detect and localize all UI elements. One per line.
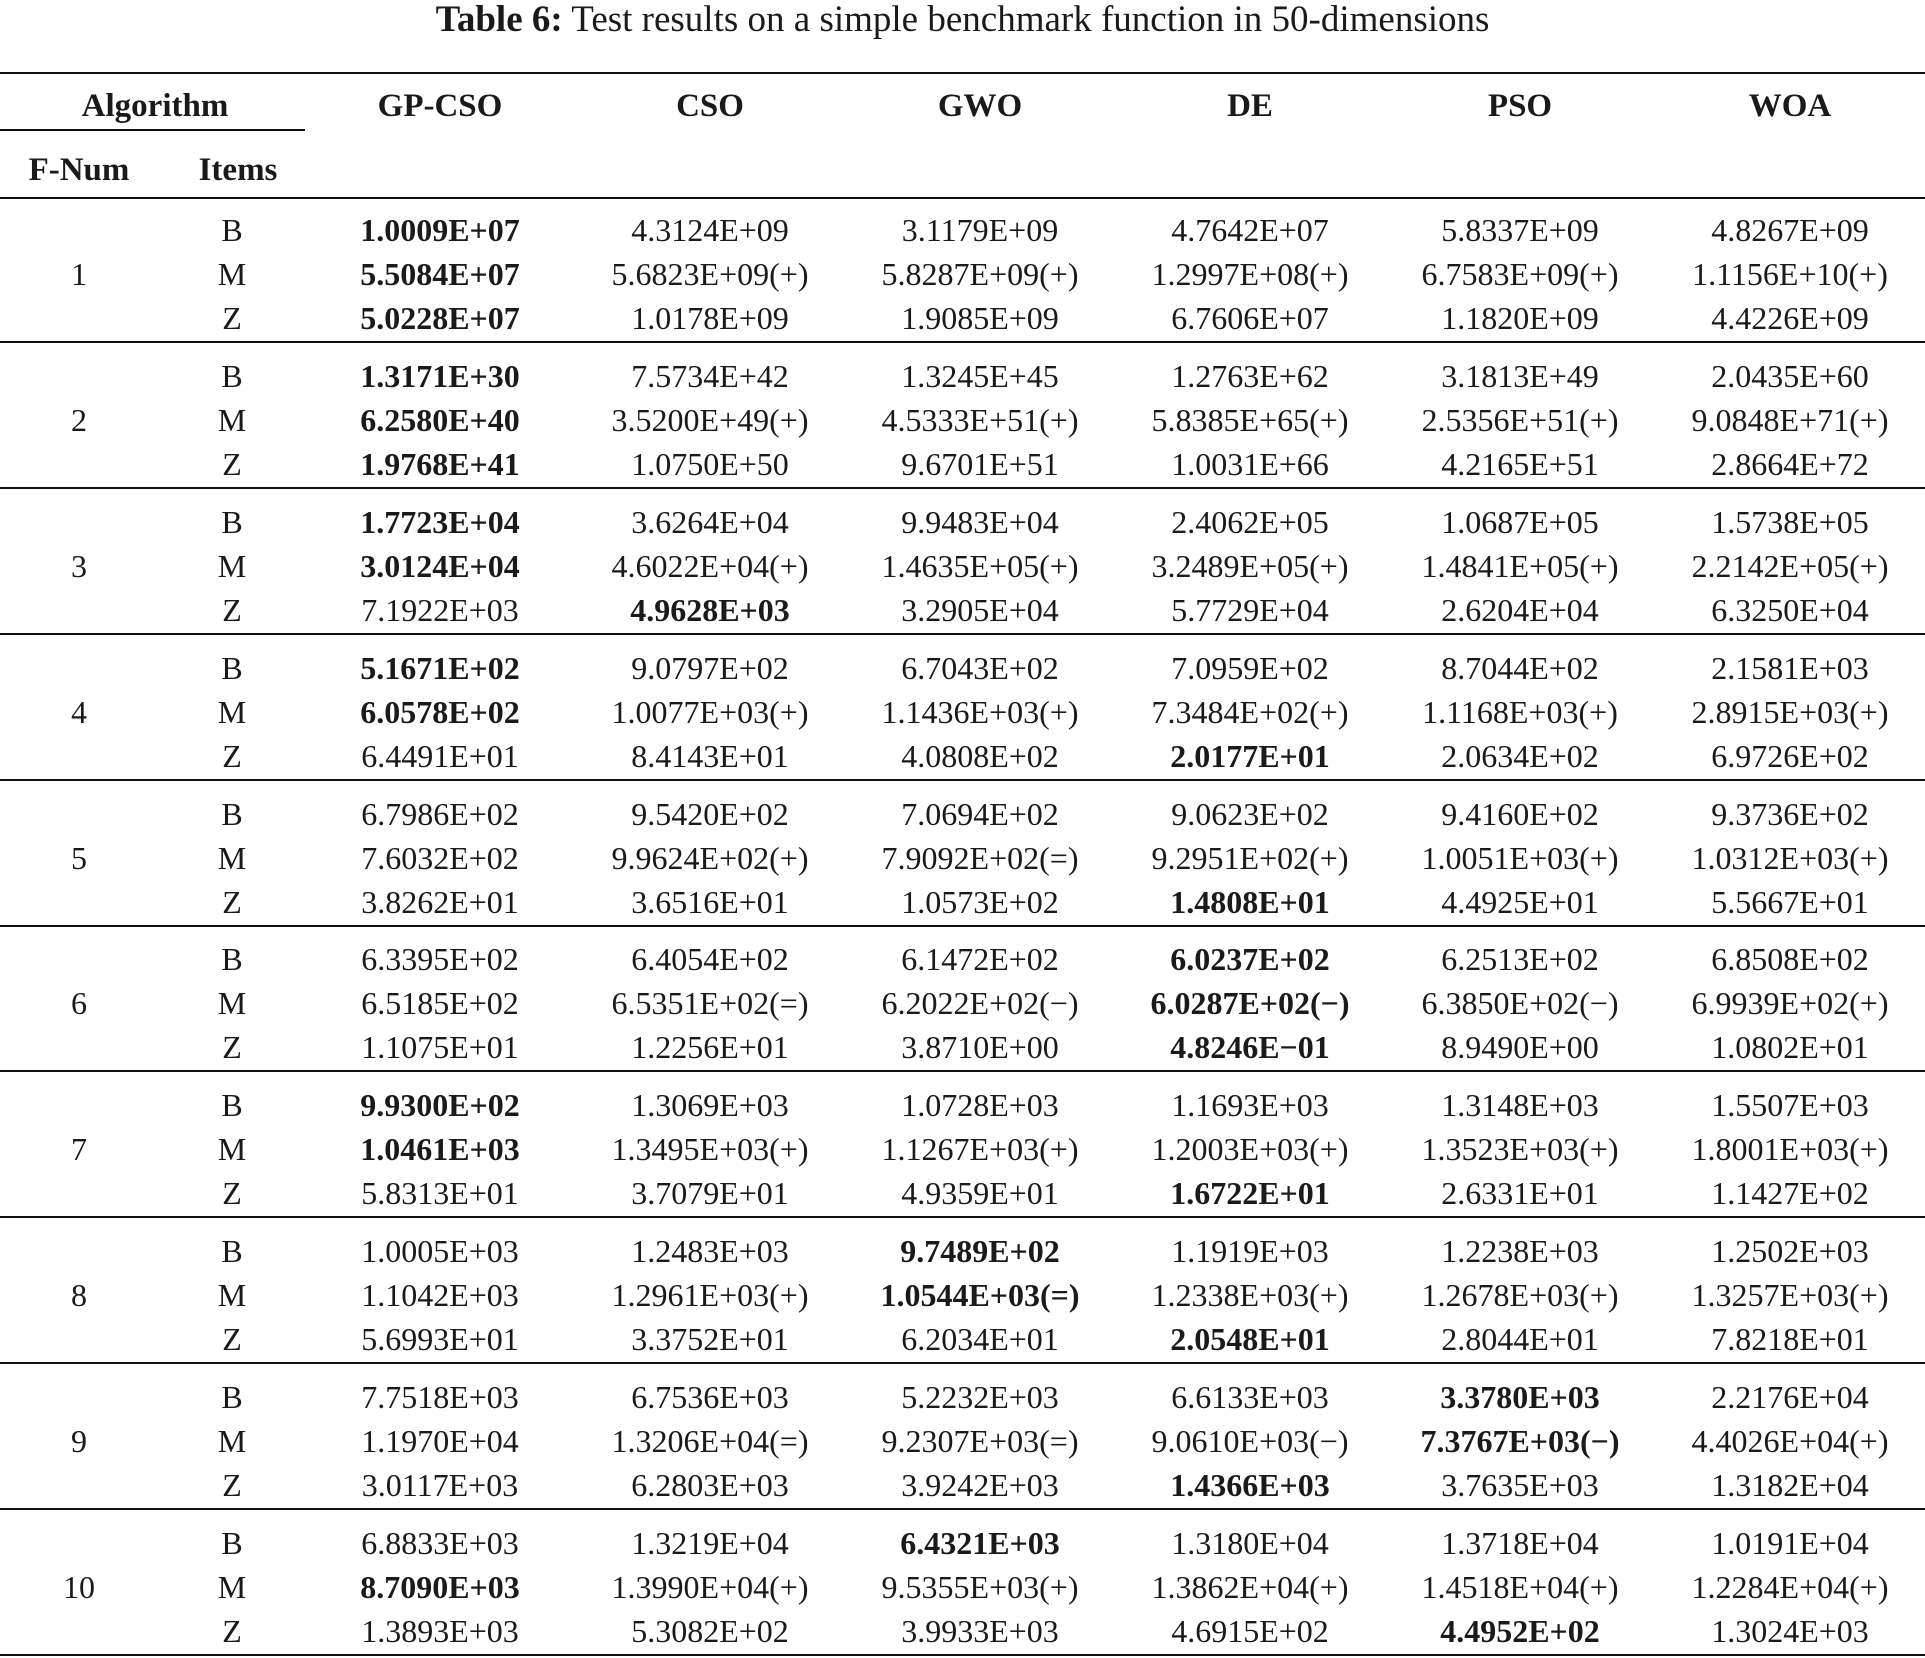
table-cell: 6.7583E+09(+) <box>1421 256 1619 292</box>
table-cell: 3.0117E+03 <box>361 1467 519 1503</box>
table-cell: 3.5200E+49(+) <box>611 402 809 438</box>
table-cell: 6.9939E+02(+) <box>1691 985 1889 1021</box>
table-cell: 3.0124E+04 <box>360 548 520 584</box>
table-cell: 9.2951E+02(+) <box>1151 840 1349 876</box>
table-cell: 6.0287E+02(−) <box>1150 985 1350 1021</box>
table-cell: 1.0031E+66 <box>1171 446 1329 482</box>
table-cell: 2.2176E+04 <box>1711 1379 1869 1415</box>
table-cell: 1.3024E+03 <box>1711 1613 1869 1649</box>
item-label: M <box>217 1423 247 1459</box>
table-cell: 1.0544E+03(=) <box>880 1277 1080 1313</box>
table-cell: 4.6022E+04(+) <box>611 548 809 584</box>
table-cell: 1.3257E+03(+) <box>1691 1277 1889 1313</box>
table-cell: 1.3182E+04 <box>1711 1467 1869 1503</box>
table-cell: 1.3495E+03(+) <box>611 1131 809 1167</box>
item-label: Z <box>222 300 242 336</box>
table-cell: 1.8001E+03(+) <box>1691 1131 1889 1167</box>
table-cell: 1.0178E+09 <box>631 300 789 336</box>
table-cell: 7.6032E+02 <box>361 840 519 876</box>
header-algo-woa: WOA <box>1748 88 1832 124</box>
item-label: M <box>217 1131 247 1167</box>
table-cell: 1.0461E+03 <box>360 1131 520 1167</box>
header-bottom-rule <box>0 197 1925 199</box>
table-cell: 7.1922E+03 <box>361 592 519 628</box>
item-label: B <box>221 1379 243 1415</box>
table-cell: 2.2142E+05(+) <box>1691 548 1889 584</box>
table-cell: 6.0237E+02 <box>1170 941 1330 977</box>
header-items: Items <box>198 152 278 188</box>
item-label: Z <box>222 1467 242 1503</box>
table-cell: 1.2256E+01 <box>631 1029 789 1065</box>
caption-label: Table 6: <box>435 0 563 40</box>
table-cell: 7.7518E+03 <box>361 1379 519 1415</box>
caption-text: Test results on a simple benchmark function in 50-dimensions <box>571 0 1490 40</box>
table-cell: 1.0802E+01 <box>1711 1029 1869 1065</box>
group-rule <box>0 925 1925 927</box>
table-cell: 1.3718E+04 <box>1441 1525 1599 1561</box>
table-cell: 9.5420E+02 <box>631 796 789 832</box>
item-label: M <box>217 840 247 876</box>
table-cell: 6.2034E+01 <box>901 1321 1059 1357</box>
table-cell: 2.6204E+04 <box>1441 592 1599 628</box>
table-cell: 6.5351E+02(=) <box>611 985 809 1021</box>
table-cell: 2.0177E+01 <box>1170 738 1330 774</box>
table-cell: 1.3148E+03 <box>1441 1087 1599 1123</box>
table-cell: 2.8915E+03(+) <box>1691 694 1889 730</box>
table-cell: 1.2763E+62 <box>1171 358 1329 394</box>
table-cell: 1.3862E+04(+) <box>1151 1569 1349 1605</box>
table-cell: 6.9726E+02 <box>1711 738 1869 774</box>
item-label: B <box>221 504 243 540</box>
table-cell: 1.9085E+09 <box>901 300 1059 336</box>
table-cell: 1.2003E+03(+) <box>1151 1131 1349 1167</box>
table-cell: 7.5734E+42 <box>631 358 789 394</box>
item-label: Z <box>222 884 242 920</box>
item-label: B <box>221 941 243 977</box>
fnum-label: 6 <box>71 985 87 1021</box>
table-cell: 5.8337E+09 <box>1441 212 1599 248</box>
table-cell: 1.3180E+04 <box>1171 1525 1329 1561</box>
item-label: B <box>221 212 243 248</box>
table-cell: 1.1427E+02 <box>1711 1175 1869 1211</box>
table-cell: 1.0005E+03 <box>361 1233 519 1269</box>
header-algo-gwo: GWO <box>937 88 1023 124</box>
fnum-label: 3 <box>71 548 87 584</box>
table-cell: 9.9483E+04 <box>901 504 1059 540</box>
table-cell: 8.7090E+03 <box>360 1569 520 1605</box>
item-label: B <box>221 650 243 686</box>
table-cell: 5.3082E+02 <box>631 1613 789 1649</box>
table-cell: 9.0797E+02 <box>631 650 789 686</box>
table-cell: 2.5356E+51(+) <box>1421 402 1619 438</box>
table-cell: 6.1472E+02 <box>901 941 1059 977</box>
table-cell: 1.0573E+02 <box>901 884 1059 920</box>
table-cell: 1.2238E+03 <box>1441 1233 1599 1269</box>
table-cell: 9.9624E+02(+) <box>611 840 809 876</box>
table-cell: 4.2165E+51 <box>1441 446 1599 482</box>
table-cell: 1.3523E+03(+) <box>1421 1131 1619 1167</box>
table-cell: 6.3250E+04 <box>1711 592 1869 628</box>
table-cell: 6.7043E+02 <box>901 650 1059 686</box>
item-label: Z <box>222 1175 242 1211</box>
item-label: M <box>217 694 247 730</box>
group-rule <box>0 1216 1925 1218</box>
item-label: B <box>221 358 243 394</box>
table-cell: 1.0312E+03(+) <box>1691 840 1889 876</box>
header-algorithm: Algorithm <box>81 88 229 124</box>
header-fnum: F-Num <box>28 152 130 188</box>
item-label: B <box>221 1087 243 1123</box>
table-cell: 1.1970E+04 <box>361 1423 519 1459</box>
table-cell: 5.5084E+07 <box>360 256 520 292</box>
table-cell: 5.2232E+03 <box>901 1379 1059 1415</box>
table-cell: 3.1179E+09 <box>901 212 1059 248</box>
table-cell: 3.9933E+03 <box>901 1613 1059 1649</box>
table-cell: 9.7489E+02 <box>900 1233 1060 1269</box>
table-cell: 9.3736E+02 <box>1711 796 1869 832</box>
header-algo-cso: CSO <box>676 88 744 124</box>
group-rule <box>0 633 1925 635</box>
table-cell: 5.7729E+04 <box>1171 592 1329 628</box>
item-label: Z <box>222 446 242 482</box>
table-cell: 6.3395E+02 <box>361 941 519 977</box>
item-label: M <box>217 985 247 1021</box>
table-cell: 2.1581E+03 <box>1711 650 1869 686</box>
table-cell: 1.1820E+09 <box>1441 300 1599 336</box>
table-cell: 3.7635E+03 <box>1441 1467 1599 1503</box>
fnum-label: 2 <box>71 402 87 438</box>
table-cell: 4.9628E+03 <box>630 592 790 628</box>
algorithm-underline <box>0 129 305 131</box>
table-cell: 1.2502E+03 <box>1711 1233 1869 1269</box>
item-label: Z <box>222 1029 242 1065</box>
table-cell: 4.3124E+09 <box>631 212 789 248</box>
table-cell: 6.2580E+40 <box>360 402 520 438</box>
table-cell: 4.4925E+01 <box>1441 884 1599 920</box>
table-cell: 6.7606E+07 <box>1171 300 1329 336</box>
table-cell: 1.0728E+03 <box>901 1087 1059 1123</box>
table-cell: 5.6993E+01 <box>361 1321 519 1357</box>
table-cell: 3.6264E+04 <box>631 504 789 540</box>
table-cell: 6.4054E+02 <box>631 941 789 977</box>
table-cell: 5.1671E+02 <box>360 650 520 686</box>
table-cell: 1.1168E+03(+) <box>1422 694 1618 730</box>
table-cell: 1.4635E+05(+) <box>881 548 1079 584</box>
table-cell: 1.3206E+04(=) <box>611 1423 809 1459</box>
table-cell: 1.3219E+04 <box>631 1525 789 1561</box>
table-cell: 1.2678E+03(+) <box>1421 1277 1619 1313</box>
group-rule <box>0 1654 1925 1656</box>
table-cell: 6.7536E+03 <box>631 1379 789 1415</box>
item-label: M <box>217 1277 247 1313</box>
table-cell: 1.4518E+04(+) <box>1421 1569 1619 1605</box>
table-cell: 1.3893E+03 <box>361 1613 519 1649</box>
table-cell: 1.6722E+01 <box>1170 1175 1330 1211</box>
table-cell: 4.4952E+02 <box>1440 1613 1600 1649</box>
table-cell: 1.1693E+03 <box>1171 1087 1329 1123</box>
item-label: Z <box>222 592 242 628</box>
table-cell: 6.2803E+03 <box>631 1467 789 1503</box>
table-cell: 6.4491E+01 <box>361 738 519 774</box>
table-cell: 1.0191E+04 <box>1711 1525 1869 1561</box>
fnum-label: 5 <box>71 840 87 876</box>
table-cell: 2.0435E+60 <box>1711 358 1869 394</box>
table-cell: 4.5333E+51(+) <box>881 402 1079 438</box>
item-label: M <box>217 402 247 438</box>
fnum-label: 8 <box>71 1277 87 1313</box>
header-algo-gp-cso: GP-CSO <box>377 88 503 124</box>
table-cell: 1.3990E+04(+) <box>611 1569 809 1605</box>
table-cell: 6.0578E+02 <box>360 694 520 730</box>
table-cell: 1.2961E+03(+) <box>611 1277 809 1313</box>
table-cell: 4.8246E−01 <box>1170 1029 1330 1065</box>
item-label: Z <box>222 1613 242 1649</box>
table-cell: 3.7079E+01 <box>631 1175 789 1211</box>
group-rule <box>0 779 1925 781</box>
table-cell: 7.3484E+02(+) <box>1151 694 1349 730</box>
table-cell: 1.3245E+45 <box>901 358 1059 394</box>
table-cell: 1.2338E+03(+) <box>1151 1277 1349 1313</box>
table-cell: 5.5667E+01 <box>1711 884 1869 920</box>
table-cell: 9.2307E+03(=) <box>881 1423 1079 1459</box>
item-label: Z <box>222 1321 242 1357</box>
table-cell: 3.9242E+03 <box>901 1467 1059 1503</box>
table-cell: 8.4143E+01 <box>631 738 789 774</box>
table-cell: 6.4321E+03 <box>900 1525 1060 1561</box>
table-cell: 4.9359E+01 <box>901 1175 1059 1211</box>
item-label: B <box>221 1233 243 1269</box>
table-cell: 9.6701E+51 <box>901 446 1059 482</box>
group-rule <box>0 1070 1925 1072</box>
table-cell: 2.0548E+01 <box>1170 1321 1330 1357</box>
table-cell: 5.8385E+65(+) <box>1151 402 1349 438</box>
table-cell: 6.8833E+03 <box>361 1525 519 1561</box>
table-cell: 1.3171E+30 <box>360 358 520 394</box>
group-rule <box>0 487 1925 489</box>
table-cell: 1.4841E+05(+) <box>1421 548 1619 584</box>
header-algo-pso: PSO <box>1487 88 1553 124</box>
table-cell: 1.3069E+03 <box>631 1087 789 1123</box>
table-cell: 1.1919E+03 <box>1171 1233 1329 1269</box>
table-cell: 6.2513E+02 <box>1441 941 1599 977</box>
table-cell: 3.8262E+01 <box>361 884 519 920</box>
table-cell: 3.6516E+01 <box>631 884 789 920</box>
top-rule <box>0 72 1925 74</box>
table-cell: 1.0051E+03(+) <box>1421 840 1619 876</box>
table-cell: 3.3780E+03 <box>1440 1379 1600 1415</box>
table-cell: 1.9768E+41 <box>360 446 520 482</box>
table-cell: 7.0959E+02 <box>1171 650 1329 686</box>
table-cell: 5.6823E+09(+) <box>611 256 809 292</box>
table-cell: 9.0848E+71(+) <box>1691 402 1889 438</box>
table-cell: 3.8710E+00 <box>901 1029 1059 1065</box>
table-cell: 2.0634E+02 <box>1441 738 1599 774</box>
table-cell: 1.2997E+08(+) <box>1151 256 1349 292</box>
item-label: B <box>221 1525 243 1561</box>
table-cell: 5.0228E+07 <box>360 300 520 336</box>
table-cell: 3.2489E+05(+) <box>1151 548 1349 584</box>
table-cell: 4.8267E+09 <box>1711 212 1869 248</box>
table-cell: 6.5185E+02 <box>361 985 519 1021</box>
table-cell: 9.5355E+03(+) <box>881 1569 1079 1605</box>
group-rule <box>0 1362 1925 1364</box>
table-cell: 1.0750E+50 <box>631 446 789 482</box>
table-cell: 3.2905E+04 <box>901 592 1059 628</box>
fnum-label: 4 <box>71 694 87 730</box>
table-cell: 7.3767E+03(−) <box>1420 1423 1620 1459</box>
table-cell: 8.7044E+02 <box>1441 650 1599 686</box>
table-cell: 4.0808E+02 <box>901 738 1059 774</box>
table-cell: 9.9300E+02 <box>360 1087 520 1123</box>
table-cell: 1.7723E+04 <box>360 504 520 540</box>
table-cell: 7.8218E+01 <box>1711 1321 1869 1357</box>
table-cell: 5.8287E+09(+) <box>881 256 1079 292</box>
fnum-label: 1 <box>71 256 87 292</box>
fnum-label: 7 <box>71 1131 87 1167</box>
group-rule <box>0 1508 1925 1510</box>
table-cell: 1.1156E+10(+) <box>1692 256 1888 292</box>
table-cell: 1.1075E+01 <box>361 1029 519 1065</box>
table-cell: 6.6133E+03 <box>1171 1379 1329 1415</box>
table-cell: 3.1813E+49 <box>1441 358 1599 394</box>
table-cell: 1.4366E+03 <box>1170 1467 1330 1503</box>
table-cell: 6.3850E+02(−) <box>1421 985 1619 1021</box>
table-cell: 4.7642E+07 <box>1171 212 1329 248</box>
table-cell: 1.5507E+03 <box>1711 1087 1869 1123</box>
table-cell: 6.2022E+02(−) <box>881 985 1079 1021</box>
table-cell: 7.9092E+02(=) <box>881 840 1079 876</box>
table-cell: 4.4226E+09 <box>1711 300 1869 336</box>
table-cell: 1.0687E+05 <box>1441 504 1599 540</box>
table-cell: 4.4026E+04(+) <box>1691 1423 1889 1459</box>
table-cell: 3.3752E+01 <box>631 1321 789 1357</box>
table-cell: 1.5738E+05 <box>1711 504 1869 540</box>
table-cell: 1.0009E+07 <box>360 212 520 248</box>
table-cell: 1.1267E+03(+) <box>881 1131 1079 1167</box>
table-cell: 2.6331E+01 <box>1441 1175 1599 1211</box>
item-label: M <box>217 548 247 584</box>
group-rule <box>0 341 1925 343</box>
table-cell: 9.0610E+03(−) <box>1151 1423 1349 1459</box>
item-label: B <box>221 796 243 832</box>
table-cell: 7.0694E+02 <box>901 796 1059 832</box>
table-cell: 8.9490E+00 <box>1441 1029 1599 1065</box>
item-label: M <box>217 256 247 292</box>
table-cell: 5.8313E+01 <box>361 1175 519 1211</box>
table-cell: 6.8508E+02 <box>1711 941 1869 977</box>
table-cell: 9.4160E+02 <box>1441 796 1599 832</box>
table-cell: 1.1042E+03 <box>361 1277 519 1313</box>
item-label: M <box>217 1569 247 1605</box>
table-cell: 1.2284E+04(+) <box>1691 1569 1889 1605</box>
fnum-label: 10 <box>63 1569 95 1605</box>
table-cell: 1.1436E+03(+) <box>881 694 1079 730</box>
table-cell: 9.0623E+02 <box>1171 796 1329 832</box>
table-cell: 1.0077E+03(+) <box>611 694 809 730</box>
table-cell: 2.8044E+01 <box>1441 1321 1599 1357</box>
header-algo-de: DE <box>1227 88 1273 124</box>
table-cell: 1.2483E+03 <box>631 1233 789 1269</box>
fnum-label: 9 <box>71 1423 87 1459</box>
table-cell: 4.6915E+02 <box>1171 1613 1329 1649</box>
table-cell: 1.4808E+01 <box>1170 884 1330 920</box>
table-cell: 6.7986E+02 <box>361 796 519 832</box>
table-cell: 2.4062E+05 <box>1171 504 1329 540</box>
table-cell: 2.8664E+72 <box>1711 446 1869 482</box>
item-label: Z <box>222 738 242 774</box>
